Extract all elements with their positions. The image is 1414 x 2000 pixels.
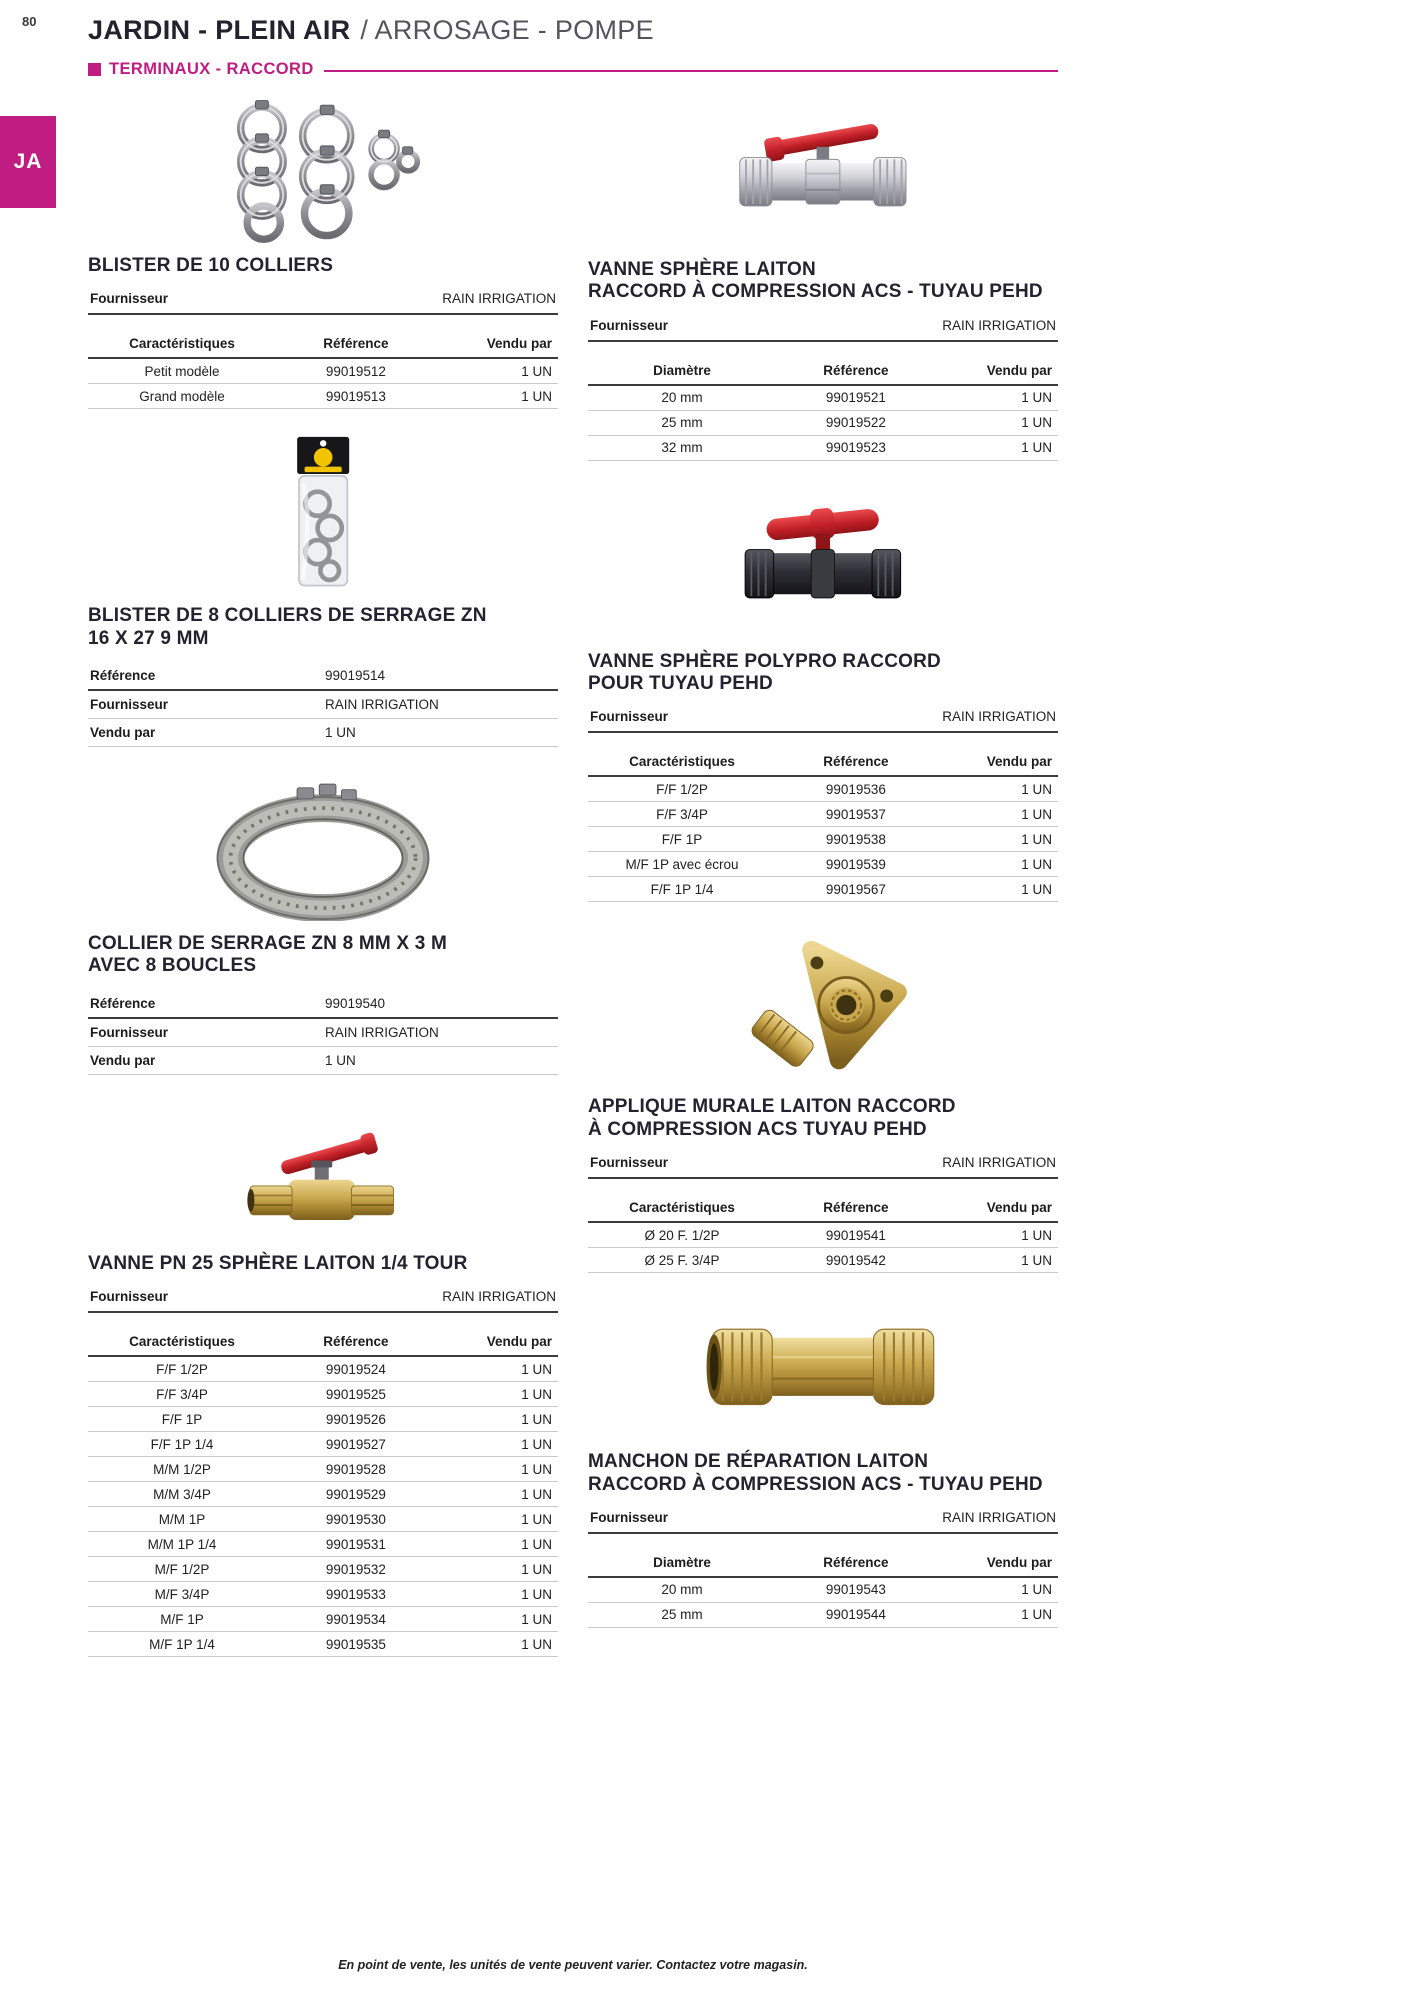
table-cell: 1 UN: [936, 877, 1058, 902]
table-cell: 99019533: [276, 1582, 436, 1607]
table-row: [88, 1557, 558, 1582]
page-title-main: JARDIN - PLEIN AIR: [88, 15, 351, 45]
product-title: MANCHON DE RÉPARATION LAITON RACCORD À COMPRESSION ACS - TUYAU PEHD: [588, 1451, 1043, 1495]
supplier-value: RAIN IRRIGATION: [442, 1289, 556, 1305]
table-row: [88, 1482, 558, 1507]
supplier-label: Fournisseur: [90, 291, 169, 307]
table-row: [88, 1507, 558, 1532]
table-cell: M/M 3/4P: [88, 1482, 276, 1507]
supplier-label: Fournisseur: [590, 709, 669, 725]
section-rule: [324, 70, 1058, 72]
property-value: RAIN IRRIGATION: [323, 1018, 558, 1047]
table-row: [588, 776, 1058, 802]
column-header: Caractéristiques: [88, 1329, 276, 1356]
supplier-value: RAIN IRRIGATION: [942, 1155, 1056, 1171]
table-cell: Ø 25 F. 3/4P: [588, 1248, 776, 1273]
supplier-row: [588, 1147, 1058, 1179]
product-table: [588, 1550, 1058, 1628]
table-cell: 1 UN: [436, 1432, 558, 1457]
footer-note: En point de vente, les unités de vente peuvent varier. Contactez votre magasin.: [338, 1958, 808, 1972]
table-cell: M/M 1P: [88, 1507, 276, 1532]
table-cell: F/F 3/4P: [588, 802, 776, 827]
property-row: [88, 1046, 558, 1074]
table-cell: 1 UN: [936, 852, 1058, 877]
brass-coupling-image: [588, 1299, 1058, 1439]
property-row: [88, 990, 558, 1018]
table-header-row: [588, 749, 1058, 776]
column-header: Vendu par: [936, 1195, 1058, 1222]
supplier-row: [588, 1502, 1058, 1534]
table-cell: 1 UN: [936, 802, 1058, 827]
table-cell: F/F 1/2P: [588, 776, 776, 802]
supplier-value: RAIN IRRIGATION: [942, 317, 1056, 333]
product-title: VANNE SPHÈRE LAITON RACCORD À COMPRESSION ACS - TUYAU PEHD: [588, 258, 1043, 303]
product-vanne-sphere-laiton-compression: [588, 95, 1058, 461]
table-cell: 99019544: [776, 1602, 936, 1627]
supplier-row: [588, 701, 1058, 733]
table-cell: 1 UN: [936, 1602, 1058, 1627]
table-header-row: [588, 358, 1058, 385]
table-row: [588, 1577, 1058, 1603]
table-cell: 99019535: [276, 1632, 436, 1657]
table-cell: 99019525: [276, 1382, 436, 1407]
property-label: Référence: [88, 662, 323, 690]
supplier-label: Fournisseur: [590, 1509, 669, 1525]
table-row: [588, 1248, 1058, 1273]
column-right: [588, 85, 1058, 1683]
table-cell: 1 UN: [436, 1607, 558, 1632]
table-cell: 99019513: [276, 384, 436, 409]
table-cell: Grand modèle: [88, 384, 276, 409]
table-row: [588, 827, 1058, 852]
column-header: Référence: [276, 1329, 436, 1356]
table-cell: 1 UN: [436, 1632, 558, 1657]
table-cell: 1 UN: [436, 1356, 558, 1382]
product-vanne-sphere-polypro: [588, 487, 1058, 903]
table-cell: 25 mm: [588, 1602, 776, 1627]
clamp-coil-image: [88, 773, 558, 921]
table-cell: 20 mm: [588, 1577, 776, 1603]
table-cell: 1 UN: [436, 1382, 558, 1407]
product-table: [588, 358, 1058, 461]
table-row: [88, 1457, 558, 1482]
product-table: [588, 1195, 1058, 1273]
table-row: [588, 1222, 1058, 1248]
column-header: Caractéristiques: [588, 749, 776, 776]
table-row: [588, 852, 1058, 877]
table-row: [88, 1632, 558, 1657]
table-cell: 1 UN: [936, 385, 1058, 411]
table-cell: 1 UN: [436, 1482, 558, 1507]
table-cell: 1 UN: [436, 1507, 558, 1532]
table-cell: 1 UN: [936, 1222, 1058, 1248]
table-cell: 99019567: [776, 877, 936, 902]
table-row: [88, 1582, 558, 1607]
product-table: [88, 1329, 558, 1657]
table-row: [88, 358, 558, 384]
product-applique-murale-laiton: [588, 928, 1058, 1273]
table-cell: F/F 1/2P: [88, 1356, 276, 1382]
product-title: COLLIER DE SERRAGE ZN 8 MM X 3 M AVEC 8 BOUCLES: [88, 932, 447, 977]
table-cell: 1 UN: [936, 1248, 1058, 1273]
column-left: [88, 85, 558, 1683]
table-cell: 1 UN: [936, 1577, 1058, 1603]
table-cell: 99019541: [776, 1222, 936, 1248]
table-cell: 99019529: [276, 1482, 436, 1507]
table-cell: F/F 3/4P: [88, 1382, 276, 1407]
table-cell: 1 UN: [436, 358, 558, 384]
table-row: [588, 802, 1058, 827]
table-cell: M/M 1P 1/4: [88, 1532, 276, 1557]
supplier-value: RAIN IRRIGATION: [942, 1509, 1056, 1525]
table-cell: M/M 1/2P: [88, 1457, 276, 1482]
section-header: [88, 60, 1058, 79]
property-label: Référence: [88, 990, 323, 1018]
product-title: APPLIQUE MURALE LAITON RACCORD À COMPRESSION ACS TUYAU PEHD: [588, 1096, 956, 1140]
table-cell: M/F 1/2P: [88, 1557, 276, 1582]
blister-pack-image: [88, 435, 558, 593]
product-manchon-reparation-laiton: [588, 1299, 1058, 1628]
table-cell: 99019523: [776, 435, 936, 460]
table-cell: M/F 1P 1/4: [88, 1632, 276, 1657]
product-blister-10-colliers: [88, 95, 558, 409]
column-header: Vendu par: [436, 1329, 558, 1356]
table-cell: 99019526: [276, 1407, 436, 1432]
table-cell: 1 UN: [936, 410, 1058, 435]
table-cell: 99019524: [276, 1356, 436, 1382]
table-header-row: [88, 331, 558, 358]
property-row: [88, 718, 558, 746]
table-cell: M/F 3/4P: [88, 1582, 276, 1607]
column-header: Référence: [276, 331, 436, 358]
table-cell: 99019542: [776, 1248, 936, 1273]
table-cell: 20 mm: [588, 385, 776, 411]
table-cell: Petit modèle: [88, 358, 276, 384]
table-row: [88, 1532, 558, 1557]
column-header: Diamètre: [588, 1550, 776, 1577]
table-cell: 99019534: [276, 1607, 436, 1632]
product-properties-table: [88, 990, 558, 1075]
column-header: Caractéristiques: [88, 331, 276, 358]
column-header: Référence: [776, 749, 936, 776]
table-cell: 99019532: [276, 1557, 436, 1582]
table-cell: 99019530: [276, 1507, 436, 1532]
table-cell: 25 mm: [588, 410, 776, 435]
table-cell: 99019527: [276, 1432, 436, 1457]
table-cell: 99019522: [776, 410, 936, 435]
column-header: Vendu par: [936, 1550, 1058, 1577]
table-cell: Ø 20 F. 1/2P: [588, 1222, 776, 1248]
table-cell: 1 UN: [436, 1557, 558, 1582]
table-row: [588, 385, 1058, 411]
product-properties-table: [88, 662, 558, 747]
table-row: [588, 435, 1058, 460]
brass-ball-valve-image: [88, 1101, 558, 1241]
page-title: [88, 16, 1058, 46]
column-header: Référence: [776, 1195, 936, 1222]
table-cell: 1 UN: [936, 435, 1058, 460]
table-cell: F/F 1P 1/4: [88, 1432, 276, 1457]
table-header-row: [588, 1550, 1058, 1577]
table-row: [88, 1607, 558, 1632]
property-label: Fournisseur: [88, 1018, 323, 1047]
column-header: Référence: [776, 358, 936, 385]
supplier-row: [88, 283, 558, 315]
supplier-label: Fournisseur: [590, 317, 669, 333]
supplier-row: [588, 310, 1058, 342]
table-row: [588, 1602, 1058, 1627]
column-header: Vendu par: [436, 331, 558, 358]
hose-clamps-image: [88, 95, 558, 243]
side-tab-ja: JA: [0, 116, 56, 208]
section-bullet-icon: [88, 63, 101, 76]
property-value: 99019514: [323, 662, 558, 690]
property-row: [88, 662, 558, 690]
table-cell: F/F 1P: [588, 827, 776, 852]
supplier-row: [88, 1281, 558, 1313]
property-value: 99019540: [323, 990, 558, 1018]
section-title: TERMINAUX - RACCORD: [109, 59, 314, 78]
product-columns: [88, 85, 1058, 1683]
table-cell: 99019538: [776, 827, 936, 852]
supplier-label: Fournisseur: [90, 1289, 169, 1305]
product-collier-serrage-zn-8mm: [88, 773, 558, 1075]
product-title: VANNE SPHÈRE POLYPRO RACCORD POUR TUYAU PEHD: [588, 650, 941, 694]
product-blister-8-colliers-serrage: [88, 435, 558, 747]
property-value: RAIN IRRIGATION: [323, 690, 558, 719]
table-cell: 99019537: [776, 802, 936, 827]
table-cell: M/F 1P avec écrou: [588, 852, 776, 877]
property-row: [88, 690, 558, 719]
property-label: Fournisseur: [88, 690, 323, 719]
product-title: VANNE PN 25 SPHÈRE LAITON 1/4 TOUR: [88, 1252, 468, 1274]
table-cell: 99019536: [776, 776, 936, 802]
table-cell: 99019528: [276, 1457, 436, 1482]
supplier-label: Fournisseur: [590, 1155, 669, 1171]
property-value: 1 UN: [323, 718, 558, 746]
table-row: [588, 877, 1058, 902]
table-cell: 1 UN: [436, 1532, 558, 1557]
product-table: [588, 749, 1058, 902]
property-value: 1 UN: [323, 1046, 558, 1074]
table-cell: 1 UN: [436, 1582, 558, 1607]
supplier-value: RAIN IRRIGATION: [942, 709, 1056, 725]
column-header: Vendu par: [936, 358, 1058, 385]
table-cell: 99019543: [776, 1577, 936, 1603]
wall-bracket-image: [588, 928, 1058, 1084]
page-number: 80: [22, 14, 37, 29]
product-title: BLISTER DE 10 COLLIERS: [88, 254, 334, 276]
product-title: BLISTER DE 8 COLLIERS DE SERRAGE ZN 16 X 27 9 MM: [88, 605, 487, 649]
table-row: [88, 1432, 558, 1457]
property-row: [88, 1018, 558, 1047]
table-cell: F/F 1P: [88, 1407, 276, 1432]
table-cell: 99019512: [276, 358, 436, 384]
product-table: [88, 331, 558, 409]
property-label: Vendu par: [88, 718, 323, 746]
column-header: Diamètre: [588, 358, 776, 385]
table-header-row: [588, 1195, 1058, 1222]
table-cell: M/F 1P: [88, 1607, 276, 1632]
page-title-sub: / ARROSAGE - POMPE: [360, 15, 654, 45]
table-row: [88, 1407, 558, 1432]
table-cell: 1 UN: [936, 776, 1058, 802]
column-header: Caractéristiques: [588, 1195, 776, 1222]
table-row: [88, 1382, 558, 1407]
table-header-row: [88, 1329, 558, 1356]
nickel-valve-image: [588, 95, 1058, 247]
table-row: [588, 410, 1058, 435]
table-cell: 1 UN: [436, 1457, 558, 1482]
table-cell: 99019531: [276, 1532, 436, 1557]
table-cell: 99019539: [776, 852, 936, 877]
table-cell: 32 mm: [588, 435, 776, 460]
table-row: [88, 384, 558, 409]
page-content: [88, 16, 1058, 1683]
table-cell: 1 UN: [936, 827, 1058, 852]
table-cell: F/F 1P 1/4: [588, 877, 776, 902]
table-cell: 1 UN: [436, 384, 558, 409]
table-row: [88, 1356, 558, 1382]
table-cell: 99019521: [776, 385, 936, 411]
product-vanne-pn25-sphere-laiton: [88, 1101, 558, 1657]
column-header: Référence: [776, 1550, 936, 1577]
column-header: Vendu par: [936, 749, 1058, 776]
poly-valve-image: [588, 487, 1058, 639]
property-label: Vendu par: [88, 1046, 323, 1074]
table-cell: 1 UN: [436, 1407, 558, 1432]
supplier-value: RAIN IRRIGATION: [442, 291, 556, 307]
